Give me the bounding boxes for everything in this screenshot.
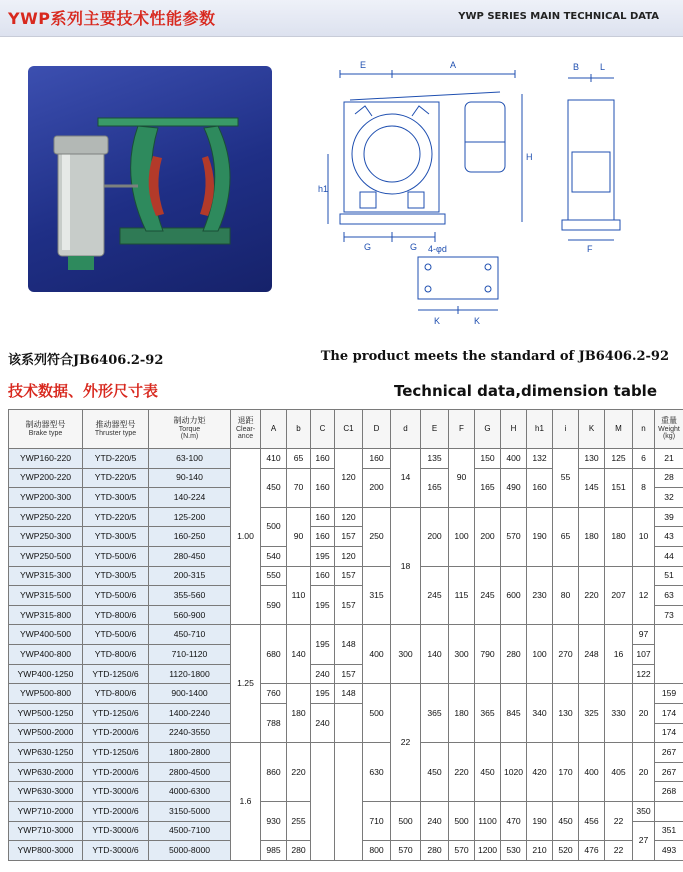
thruster-type-cell: YTD-1250/6 [83, 703, 149, 723]
weight-cell: 267 [655, 762, 683, 782]
d-cell: 14 [391, 449, 421, 508]
col-K: K [579, 410, 605, 449]
col-M: M [605, 410, 633, 449]
b-cell: 140 [287, 625, 311, 684]
K-cell: 180 [579, 507, 605, 566]
d-cell: 22 [391, 684, 421, 802]
A-cell: 760 [261, 684, 287, 704]
table-header-row [9, 410, 683, 449]
H-cell: 400 [501, 449, 527, 469]
M-cell: 456 [579, 801, 605, 840]
brake-type-cell: YWP630-1250 [9, 743, 83, 763]
torque-cell: 3150-5000 [149, 801, 231, 821]
M-cell: 180 [605, 507, 633, 566]
h1-cell: 230 [527, 566, 553, 625]
b-cell: 110 [287, 566, 311, 625]
torque-cell: 355-560 [149, 586, 231, 606]
brake-type-cell: YWP250-300 [9, 527, 83, 547]
thruster-type-cell: YTD-3000/6 [83, 821, 149, 841]
D-cell: 315 [363, 566, 391, 625]
E-cell: 450 [421, 743, 449, 802]
n-cell: 10 [633, 507, 655, 566]
dim-label-H: H [526, 152, 533, 162]
col-brake-type: 制动器型号 Brake type [9, 410, 83, 449]
G-cell: 450 [475, 743, 501, 802]
torque-cell: 280-450 [149, 547, 231, 567]
weight-cell: 21 [655, 449, 683, 469]
thruster-type-cell: YTD-500/6 [83, 547, 149, 567]
technical-data-table [8, 409, 683, 861]
brake-type-cell: YWP250-220 [9, 507, 83, 527]
D-cell: 800 [363, 841, 391, 861]
standard-note-en: The product meets the standard of JB6406.2-92 [320, 349, 669, 364]
clearance-cell: 1.25 [231, 625, 261, 743]
col-F: F [449, 410, 475, 449]
torque-cell: 900-1400 [149, 684, 231, 704]
col-A: A [261, 410, 287, 449]
F-cell: 100 [449, 507, 475, 566]
torque-cell: 5000-8000 [149, 841, 231, 861]
brake-type-cell: YWP710-2000 [9, 801, 83, 821]
thruster-type-cell: YTD-500/6 [83, 625, 149, 645]
brake-type-cell: YWP200-220 [9, 468, 83, 488]
G-cell: 165 [475, 468, 501, 507]
A-cell: 590 [261, 586, 287, 625]
weight-cell: 174 [655, 723, 683, 743]
b-cell: 255 [287, 801, 311, 840]
col-d: d [391, 410, 421, 449]
torque-cell: 710-1120 [149, 645, 231, 665]
b-cell: 65 [287, 449, 311, 469]
brake-type-cell: YWP400-1250 [9, 664, 83, 684]
C1-cell-empty [335, 743, 363, 861]
weight-cell: 350 [633, 801, 655, 821]
torque-cell: 200-315 [149, 566, 231, 586]
thruster-type-cell: YTD-800/6 [83, 684, 149, 704]
C-cell: 195 [311, 586, 335, 625]
A-cell: 680 [261, 625, 287, 684]
i-cell: 55 [553, 449, 579, 508]
F-cell: 180 [449, 684, 475, 743]
A-cell: 500 [261, 507, 287, 546]
page-title: YWP系列主要技术性能参数 [8, 9, 216, 28]
torque-cell: 90-140 [149, 468, 231, 488]
dimension-drawings [300, 42, 683, 342]
A-cell: 540 [261, 547, 287, 567]
M-cell: 151 [605, 468, 633, 507]
torque-cell: 4500-7100 [149, 821, 231, 841]
thruster-type-cell: YTD-500/6 [83, 586, 149, 606]
dim-label-E: E [360, 60, 367, 70]
h1-cell: 340 [527, 684, 553, 743]
n-cell: 20 [633, 684, 655, 743]
C1-cell: 157 [335, 586, 363, 625]
C-cell-empty [311, 743, 335, 861]
F-cell: 280 [421, 841, 449, 861]
E-cell: 165 [421, 468, 449, 507]
C-cell: 195 [311, 547, 335, 567]
brake-type-cell: YWP315-300 [9, 566, 83, 586]
H-cell: 600 [501, 566, 527, 625]
F-cell: 115 [449, 566, 475, 625]
thruster-type-cell: YTD-220/5 [83, 507, 149, 527]
C-cell: 160 [311, 468, 335, 507]
C1-cell: 157 [335, 527, 363, 547]
D-cell: 630 [363, 743, 391, 802]
thruster-type-cell: YTD-300/5 [83, 527, 149, 547]
table-row [9, 566, 683, 586]
M-cell: 330 [605, 684, 633, 743]
C-cell: 240 [311, 703, 335, 742]
brake-type-cell: YWP800-3000 [9, 841, 83, 861]
torque-cell: 125-200 [149, 507, 231, 527]
K-cell: 270 [553, 625, 579, 684]
E-cell: 200 [421, 507, 449, 566]
torque-cell: 4000-6300 [149, 782, 231, 802]
thruster-type-cell: YTD-2000/6 [83, 762, 149, 782]
dim-label-A: A [450, 60, 457, 70]
table-row [9, 449, 683, 469]
b-cell: 220 [287, 743, 311, 802]
thruster-type-cell: YTD-1250/6 [83, 743, 149, 763]
H-cell: 570 [501, 507, 527, 566]
weight-cell: 107 [633, 645, 655, 665]
G-cell: 500 [449, 801, 475, 840]
weight-cell: 73 [655, 605, 683, 625]
dim-label-K-right: K [474, 316, 481, 326]
table-row [9, 684, 683, 704]
col-weight: 重量 Weight (kg) [655, 410, 683, 449]
F-cell: 140 [421, 625, 449, 684]
brake-type-cell: YWP500-1250 [9, 703, 83, 723]
dim-label-L: L [600, 62, 606, 72]
brake-type-cell: YWP200-300 [9, 488, 83, 508]
n-cell: 12 [633, 566, 655, 625]
dim-label-G-left: G [364, 242, 372, 252]
clearance-cell: 1.00 [231, 449, 261, 625]
page-title-english: YWP SERIES MAIN TECHNICAL DATA [458, 11, 659, 22]
brake-type-cell: YWP315-500 [9, 586, 83, 606]
b-cell: 70 [287, 468, 311, 507]
thruster-type-cell: YTD-1250/6 [83, 664, 149, 684]
weight-cell: 493 [655, 841, 683, 861]
K-cell: 325 [579, 684, 605, 743]
G-cell: 200 [475, 507, 501, 566]
col-thruster-type: 推动器型号 Thruster type [83, 410, 149, 449]
E-cell: 300 [391, 625, 421, 684]
weight-cell: 351 [655, 821, 683, 841]
F-cell: 220 [449, 743, 475, 802]
H-cell: 1200 [475, 841, 501, 861]
brake-type-cell: YWP630-2000 [9, 762, 83, 782]
col-i: i [553, 410, 579, 449]
brake-type-cell: YWP160-220 [9, 449, 83, 469]
thruster-type-cell: YTD-220/5 [83, 449, 149, 469]
torque-cell: 2800-4500 [149, 762, 231, 782]
col-C: C [311, 410, 335, 449]
weight-cell: 32 [655, 488, 683, 508]
K-cell: 450 [553, 801, 579, 840]
weight-cell: 51 [655, 566, 683, 586]
col-h1: h1 [527, 410, 553, 449]
C-cell: 195 [311, 625, 335, 664]
n-cell: 16 [605, 625, 633, 684]
col-E: E [421, 410, 449, 449]
H-cell: 790 [475, 625, 501, 684]
i-cell: 170 [553, 743, 579, 802]
brake-illustration [28, 66, 272, 292]
C1-cell: 120 [335, 507, 363, 527]
D-cell: 250 [363, 507, 391, 566]
E-cell: 500 [391, 801, 421, 840]
i-cell: 65 [553, 507, 579, 566]
E-cell: 135 [421, 449, 449, 469]
torque-cell: 2240-3550 [149, 723, 231, 743]
K-cell: 220 [579, 566, 605, 625]
thruster-type-cell: YTD-3000/6 [83, 841, 149, 861]
i-cell: 100 [527, 625, 553, 684]
dim-label-bolt-holes: 4-φd [428, 244, 447, 254]
brake-type-cell: YWP500-800 [9, 684, 83, 704]
A-cell: 450 [261, 468, 287, 507]
brake-type-cell: YWP315-800 [9, 605, 83, 625]
d-cell: 27 [633, 821, 655, 860]
C-cell: 160 [311, 449, 335, 469]
torque-cell: 560-900 [149, 605, 231, 625]
h1-cell: 470 [501, 801, 527, 840]
thruster-type-cell: YTD-2000/6 [83, 801, 149, 821]
n-cell: 22 [605, 801, 633, 840]
M-cell: 405 [605, 743, 633, 802]
K-cell: 145 [579, 468, 605, 507]
M-cell: 125 [605, 449, 633, 469]
F-cell: 240 [421, 801, 449, 840]
thruster-type-cell: YTD-3000/6 [83, 782, 149, 802]
header-bar [0, 0, 683, 37]
table-row [9, 743, 683, 763]
brake-type-cell: YWP400-500 [9, 625, 83, 645]
weight-cell: 174 [655, 703, 683, 723]
dim-label-G-right: G [410, 242, 418, 252]
weight-cell: 28 [655, 468, 683, 488]
A-cell: 550 [261, 566, 287, 586]
dim-label-K-left: K [434, 316, 441, 326]
h1-cell: 132 [527, 449, 553, 469]
C-cell: 240 [311, 664, 335, 684]
G-cell: 570 [449, 841, 475, 861]
K-cell: 400 [579, 743, 605, 802]
i-cell: 210 [527, 841, 553, 861]
weight-cell: 97 [633, 625, 655, 645]
M-cell: 248 [579, 625, 605, 684]
product-photo [28, 66, 272, 292]
col-torque: 制动力矩 Torque (N.m) [149, 410, 231, 449]
h1-cell: 530 [501, 841, 527, 861]
C1-cell-empty [335, 703, 363, 742]
dim-label-F: F [587, 244, 593, 254]
col-D: D [363, 410, 391, 449]
D-cell: 200 [363, 468, 391, 507]
E-cell: 245 [421, 566, 449, 625]
torque-cell: 140-224 [149, 488, 231, 508]
b-cell: 90 [287, 507, 311, 566]
A-cell: 410 [261, 449, 287, 469]
i-cell: 190 [527, 801, 553, 840]
brake-type-cell: YWP250-500 [9, 547, 83, 567]
brake-type-cell: YWP630-3000 [9, 782, 83, 802]
G-cell: 300 [449, 625, 475, 684]
torque-cell: 450-710 [149, 625, 231, 645]
col-H: H [501, 410, 527, 449]
thruster-type-cell: YTD-800/6 [83, 605, 149, 625]
C1-cell: 157 [335, 664, 363, 684]
n-cell: 8 [633, 468, 655, 507]
weight-cell: 122 [633, 664, 655, 684]
b-cell: 280 [287, 841, 311, 861]
C1-cell: 148 [335, 625, 363, 664]
dim-label-h1: h1 [318, 184, 329, 194]
col-C1: C1 [335, 410, 363, 449]
h1-cell: 160 [527, 468, 553, 507]
G-cell: 150 [475, 449, 501, 469]
section-title-cn: 技术数据、外形尺寸表 [8, 382, 159, 400]
C1-cell: 120 [335, 547, 363, 567]
col-b: b [287, 410, 311, 449]
G-cell: 365 [475, 684, 501, 743]
torque-cell: 1800-2800 [149, 743, 231, 763]
D-cell: 710 [363, 801, 391, 840]
M-cell: 207 [605, 566, 633, 625]
h1-cell: 280 [501, 625, 527, 684]
K-cell: 130 [579, 449, 605, 469]
H-cell: 845 [501, 684, 527, 743]
standard-note-cn: 该系列符合JB6406.2-92 [8, 353, 164, 368]
torque-cell: 63-100 [149, 449, 231, 469]
C1-cell: 120 [335, 449, 363, 508]
C1-cell: 148 [335, 684, 363, 704]
weight-cell: 39 [655, 507, 683, 527]
F-cell: 90 [449, 449, 475, 508]
b-cell: 180 [287, 684, 311, 743]
i-cell: 80 [553, 566, 579, 625]
weight-cell: 159 [655, 684, 683, 704]
C-cell: 195 [311, 684, 335, 704]
section-title-en: Technical data,dimension table [393, 382, 657, 400]
H-cell: 490 [501, 468, 527, 507]
table-row [9, 625, 683, 645]
h1-cell: 420 [527, 743, 553, 802]
D-cell: 500 [363, 684, 391, 743]
E-cell: 365 [421, 684, 449, 743]
weight-cell: 268 [655, 782, 683, 802]
thruster-type-cell: YTD-2000/6 [83, 723, 149, 743]
H-cell: 1020 [501, 743, 527, 802]
A-cell: 788 [261, 703, 287, 742]
brake-type-cell: YWP400-800 [9, 645, 83, 665]
torque-cell: 1120-1800 [149, 664, 231, 684]
col-n: n [633, 410, 655, 449]
C-cell: 160 [311, 507, 335, 527]
n-cell: 20 [633, 743, 655, 802]
weight-cell: 44 [655, 547, 683, 567]
thruster-type-cell: YTD-300/5 [83, 488, 149, 508]
C-cell: 160 [311, 566, 335, 586]
torque-cell: 1400-2240 [149, 703, 231, 723]
thruster-type-cell: YTD-800/6 [83, 645, 149, 665]
clearance-cell: 1.6 [231, 743, 261, 861]
brake-type-cell: YWP710-3000 [9, 821, 83, 841]
dim-label-B: B [573, 62, 580, 72]
C1-cell: 157 [335, 566, 363, 586]
n-cell-22: 22 [605, 841, 633, 861]
col-clearance: 退距 Clear- ance [231, 410, 261, 449]
E-cell: 570 [391, 841, 421, 861]
D-cell: 400 [363, 625, 391, 684]
A-cell: 985 [261, 841, 287, 861]
table-row [9, 507, 683, 527]
i-cell: 130 [553, 684, 579, 743]
torque-cell: 160-250 [149, 527, 231, 547]
H-cell: 1100 [475, 801, 501, 840]
h1-cell: 190 [527, 507, 553, 566]
M-cell: 476 [579, 841, 605, 861]
A-cell: 860 [261, 743, 287, 802]
A-cell: 930 [261, 801, 287, 840]
K-cell: 520 [553, 841, 579, 861]
technical-drawing-svg [300, 42, 683, 342]
n-cell: 6 [633, 449, 655, 469]
d-cell: 18 [391, 507, 421, 625]
D-cell: 160 [363, 449, 391, 469]
C-cell: 160 [311, 527, 335, 547]
thruster-type-cell: YTD-300/5 [83, 566, 149, 586]
col-G: G [475, 410, 501, 449]
G-cell: 245 [475, 566, 501, 625]
weight-cell: 43 [655, 527, 683, 547]
weight-cell: 267 [655, 743, 683, 763]
weight-cell: 63 [655, 586, 683, 606]
brake-type-cell: YWP500-2000 [9, 723, 83, 743]
thruster-type-cell: YTD-220/5 [83, 468, 149, 488]
